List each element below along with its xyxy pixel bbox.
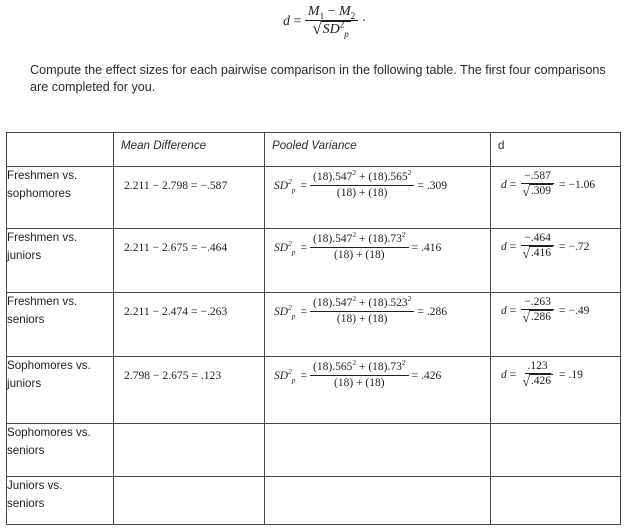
comparison-line1: Sophomores vs. [7,359,91,372]
comparison-label [7,293,114,357]
d-cell[interactable] [491,424,621,477]
d-formula: d = −.464 √ .416 = −.72 [501,232,590,261]
formula-numerator: $M_1 - M_2$ [305,4,358,21]
comparison-line2: sophomores [7,187,71,200]
instructions-text: Compute the effect sizes for each pairwise comparison in the following table. The first four comparisons are completed for you. [30,63,606,94]
comparison-line2: seniors [7,444,45,457]
d-formula: d = −.587 √ .309 = −1.06 [501,170,596,199]
formula-fraction [305,4,358,39]
pooled-variance-cell [265,229,491,293]
pooled-variance-cell[interactable] [265,424,491,477]
comparison-label [7,424,114,477]
pooled-variance-formula: $SD^2_p$ = $\frac{(18).565^2 + (18).73^2}{(18) + (18)}$ = .426 [274,358,442,390]
table-row [7,229,621,293]
mean-difference-value: 2.211 − 2.798 = −.587 [124,179,228,192]
comparison-line2: juniors [7,377,42,390]
mean-difference-value: 2.211 − 2.675 = −.464 [124,241,228,254]
d-cell [491,167,621,229]
d-cell [491,293,621,357]
comparison-line1: Freshmen vs. [7,169,78,182]
formula-lhs: d [283,13,290,29]
pooled-variance-result: .286 [426,305,447,318]
mean-difference-cell[interactable] [114,477,265,525]
pooled-variance-result: .309 [426,179,447,192]
formula-denominator: √ $SD^2_p$ [312,19,349,39]
effect-size-formula: d = $M_1 - M_2$ √ $SD^2_p$ · [283,4,367,39]
header-d: d [491,133,621,167]
effect-size-table [6,132,621,525]
mean-difference-cell [114,229,265,293]
comparison-line1: Sophomores vs. [7,426,91,439]
mean-difference-cell [114,167,265,229]
pooled-variance-formula: $SD^2_p$ = $\frac{(18).547^2 + (18).565^2}{(18) + (18)}$ = .309 [274,168,447,200]
comparison-line1: Juniors vs. [7,479,63,492]
d-result: .19 [568,368,583,381]
table-row [7,293,621,357]
comparison-line2: seniors [7,313,45,326]
pooled-variance-result: .416 [421,241,442,254]
pooled-variance-cell [265,357,491,424]
table-row [7,357,621,424]
d-cell [491,357,621,424]
formula-tail: · [361,13,367,29]
comparison-label [7,167,114,229]
mean-difference-value: 2.211 − 2.474 = −.263 [124,305,228,318]
pooled-variance-result: .426 [421,369,442,382]
mean-difference-cell[interactable] [114,424,265,477]
table-header-row [7,133,621,167]
d-result: −1.06 [568,178,596,191]
d-result: −.72 [568,240,590,253]
comparison-line2: seniors [7,497,45,510]
d-cell [491,229,621,293]
mean-difference-value: 2.798 − 2.675 = .123 [124,369,222,382]
header-comparison [7,133,114,167]
pooled-variance-formula: $SD^2_p$ = $\frac{(18).547^2 + (18).73^2}{(18) + (18)}$ = .416 [274,230,442,262]
header-mean-difference: Mean Difference [114,133,265,167]
d-result: −.49 [568,304,590,317]
mean-difference-cell [114,357,265,424]
comparison-label [7,229,114,293]
comparison-label [7,357,114,424]
comparison-line1: Freshmen vs. [7,295,78,308]
pooled-variance-cell [265,167,491,229]
table-row [7,477,621,525]
mean-difference-cell [114,293,265,357]
pooled-variance-formula: $SD^2_p$ = $\frac{(18).547^2 + (18).523^2}{(18) + (18)}$ = .286 [274,294,447,326]
d-cell[interactable] [491,477,621,525]
comparison-label [7,477,114,525]
table-row [7,167,621,229]
comparison-line1: Freshmen vs. [7,231,78,244]
table-row [7,424,621,477]
pooled-variance-cell[interactable] [265,477,491,525]
pooled-variance-cell [265,293,491,357]
d-formula: d = −.263 √ .286 = −.49 [501,296,590,325]
header-pooled-variance: Pooled Variance [265,133,491,167]
comparison-line2: juniors [7,249,42,262]
d-formula: d = .123 √ .426 = .19 [501,360,583,389]
